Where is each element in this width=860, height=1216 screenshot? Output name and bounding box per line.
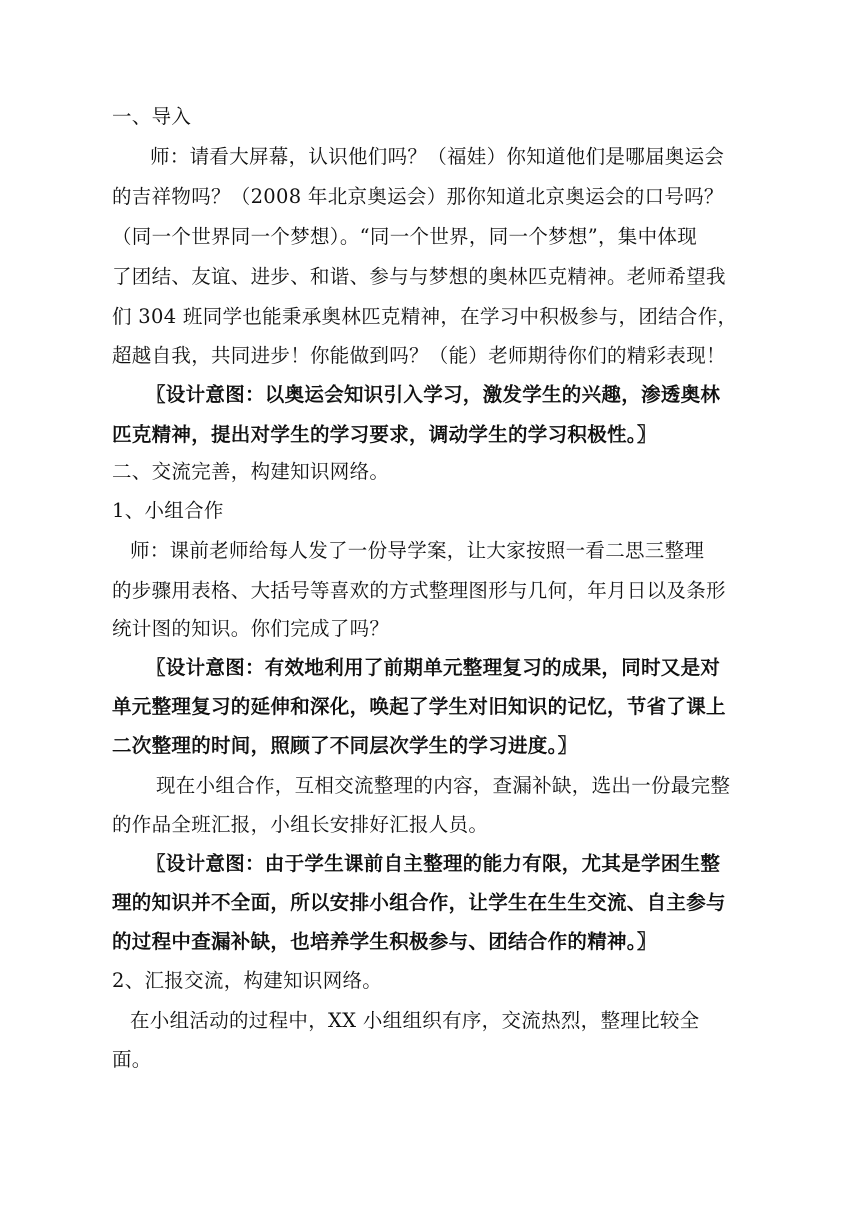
section1-para-line-5: 们 304 班同学也能秉承奥林匹克精神，在学习中积极参与，团结合作， — [112, 305, 738, 328]
section1-para-line-3: （同一个世界同一个梦想）。“同一个世界，同一个梦想”，集中体现 — [112, 225, 697, 248]
design-intent-3-line-2: 理的知识并不全面，所以安排小组合作，让学生在生生交流、自主参与 — [112, 891, 726, 914]
sub1-heading: 1、小组合作 — [112, 499, 224, 522]
section1-heading: 一、导入 — [112, 105, 192, 128]
design-intent-1-line-1: 〖设计意图：以奥运会知识引入学习，激发学生的兴趣，渗透奥林 — [146, 383, 721, 406]
sub1-para2-line-2: 的作品全班汇报，小组长安排好汇报人员。 — [112, 813, 489, 836]
section1-para-line-1: 师：请看大屏幕，认识他们吗？（福娃）你知道他们是哪届奥运会 — [150, 145, 725, 168]
section2-heading: 二、交流完善，构建知识网络。 — [112, 460, 390, 483]
sub2-heading: 2、汇报交流，构建知识网络。 — [112, 969, 383, 992]
design-intent-2-line-3: 二次整理的时间，照顾了不同层次学生的学习进度。〗 — [112, 734, 578, 757]
section1-para-line-6: 超越自我，共同进步！你能做到吗？（能）老师期待你们的精彩表现！ — [112, 344, 726, 367]
design-intent-3-line-3: 的过程中查漏补缺，也培养学生积极参与、团结合作的精神。〗 — [112, 930, 657, 953]
design-intent-2-line-2: 单元整理复习的延伸和深化，唤起了学生对旧知识的记忆，节省了课上 — [112, 695, 726, 718]
section1-para-line-4: 了团结、友谊、进步、和谐、参与与梦想的奥林匹克精神。老师希望我 — [112, 265, 726, 288]
sub1-para-line-3: 统计图的知识。你们完成了吗？ — [112, 617, 390, 640]
sub2-para-line-2: 面。 — [112, 1048, 152, 1071]
sub1-para2-line-1: 现在小组合作，互相交流整理的内容，查漏补缺，选出一份最完整 — [156, 774, 731, 797]
design-intent-2-line-1: 〖设计意图：有效地利用了前期单元整理复习的成果，同时又是对 — [146, 656, 721, 679]
sub2-para-line-1: 在小组活动的过程中，XX 小组组织有序，交流热烈，整理比较全 — [130, 1009, 700, 1032]
sub1-para-line-1: 师：课前老师给每人发了一份导学案，让大家按照一看二思三整理 — [130, 539, 705, 562]
section1-para-line-2: 的吉祥物吗？（2008 年北京奥运会）那你知道北京奥运会的口号吗？ — [112, 185, 724, 208]
sub1-para-line-2: 的步骤用表格、大括号等喜欢的方式整理图形与几何，年月日以及条形 — [112, 579, 726, 602]
design-intent-3-line-1: 〖设计意图：由于学生课前自主整理的能力有限，尤其是学困生整 — [146, 852, 721, 875]
design-intent-1-line-2: 匹克精神，提出对学生的学习要求，调动学生的学习积极性。〗 — [112, 423, 657, 446]
